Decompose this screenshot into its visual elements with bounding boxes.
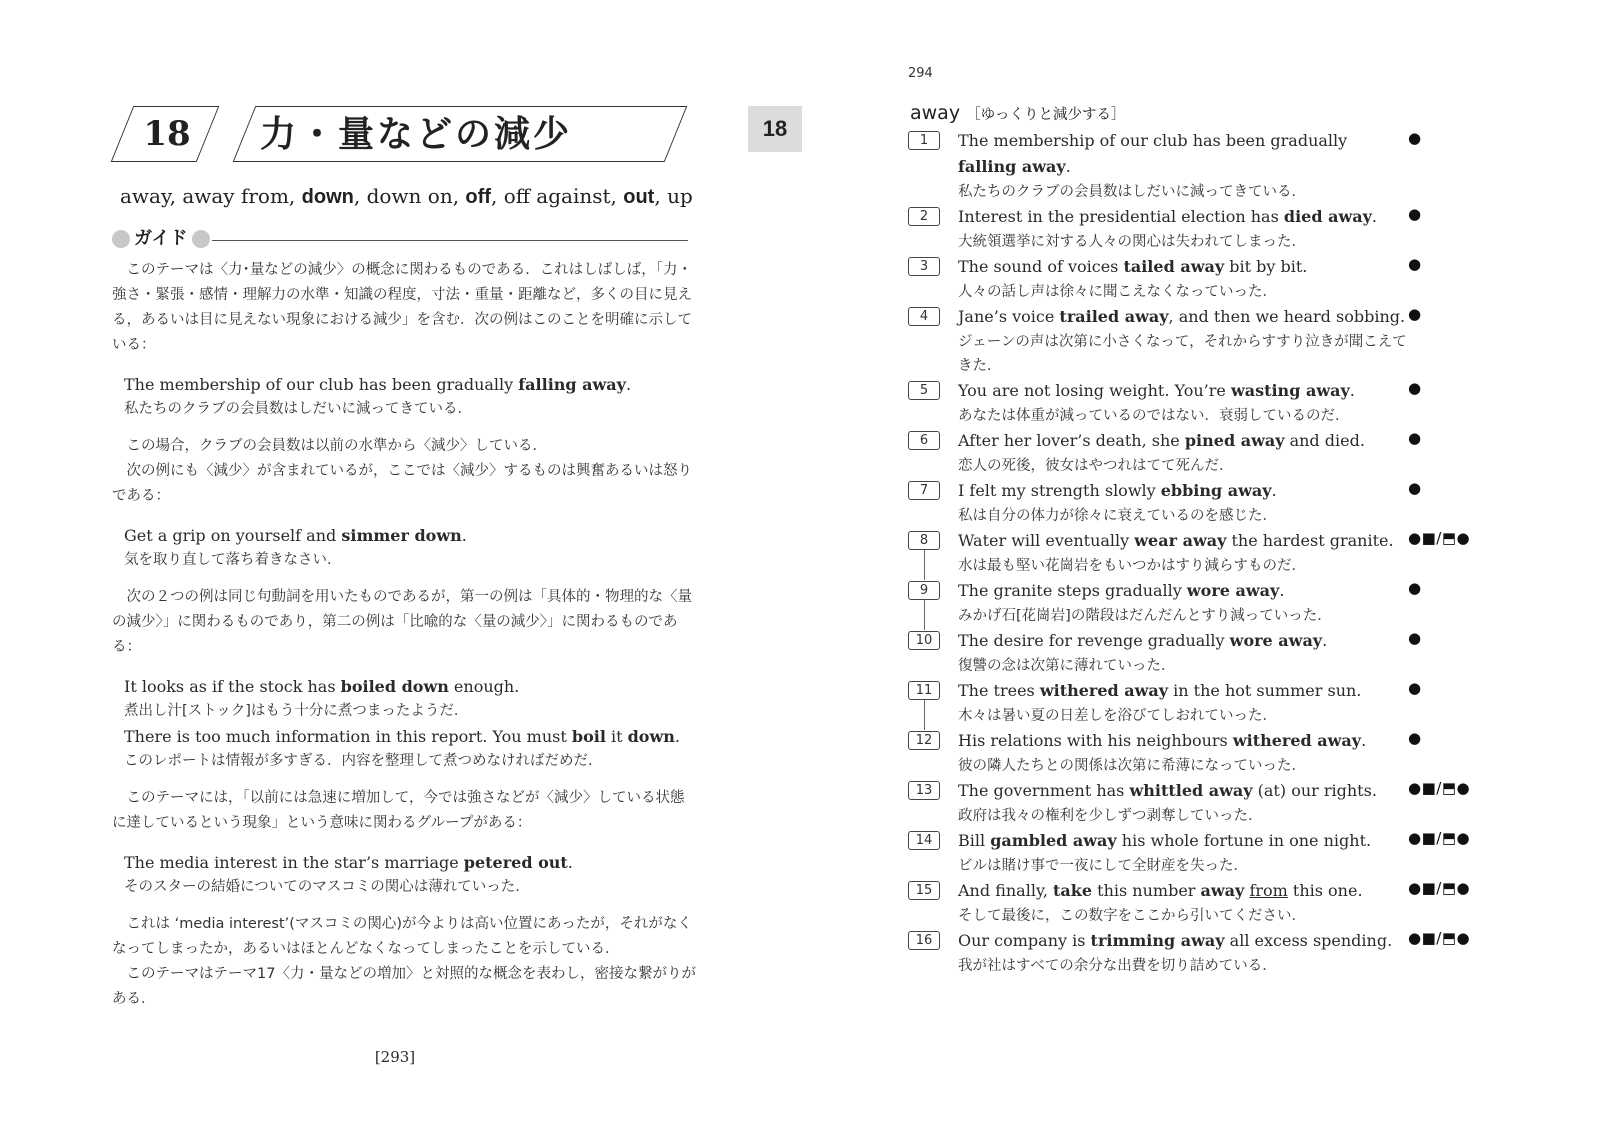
example-japanese: あなたは体重が減っているのではない．衰弱しているのだ． [958, 408, 1350, 424]
list-item [908, 528, 1508, 578]
example-number: 4 [908, 307, 940, 326]
example-japanese: 木々は暑い夏の日差しを浴びてしおれていった． [958, 708, 1277, 724]
list-item [908, 628, 1508, 678]
phrasal-verb: take [1053, 881, 1093, 900]
particle: away from [182, 184, 289, 208]
phrasal-verb: boiled down [340, 677, 449, 696]
example-english [958, 828, 1408, 854]
text: his whole fortune in one night. [1116, 831, 1372, 850]
phrasal-verb: petered out [463, 853, 568, 872]
list-item [908, 428, 1508, 478]
guide-paragraph: 次の例にも〈減少〉が含まれているが，ここでは〈減少〉するものは興奮あるいは怒りである： [112, 463, 692, 504]
particle: off against [503, 184, 611, 208]
usage-mark: ● [1408, 255, 1422, 273]
connector-line [924, 550, 925, 580]
list-item [908, 678, 1508, 728]
text: . [461, 526, 467, 545]
phrasal-verb: died away [1283, 207, 1372, 226]
text: , and then we heard sobbing. [1168, 307, 1406, 326]
example-number: 13 [908, 781, 940, 800]
text: You are not losing weight. You’re [958, 381, 1231, 400]
section-heading [910, 102, 1125, 124]
text: Jane’s voice [958, 307, 1060, 326]
guide-example [112, 850, 696, 900]
page-number: [293] [374, 1048, 416, 1066]
example-english [958, 778, 1408, 804]
text: . [1322, 631, 1328, 650]
circle-bullet-icon [192, 230, 210, 248]
phrasal-verb: whittled away [1129, 781, 1253, 800]
list-item [908, 928, 1508, 978]
example-english [958, 728, 1408, 754]
text: There is too much information in this report. You must [124, 727, 572, 746]
example-number: 2 [908, 207, 940, 226]
heading-word: away [910, 102, 961, 124]
particle: down on [366, 184, 453, 208]
usage-mark: ● [1408, 579, 1422, 597]
phrasal-verb: trailed away [1059, 307, 1169, 326]
preposition: from [1249, 881, 1288, 900]
example-number: 9 [908, 581, 940, 600]
list-item [908, 304, 1508, 378]
text: this number [1092, 881, 1201, 900]
text: Interest in the presidential election has [958, 207, 1284, 226]
usage-mark: ● [1408, 129, 1422, 147]
list-item [908, 204, 1508, 254]
phrasal-verb: pined away [1184, 431, 1285, 450]
list-item [908, 254, 1508, 304]
text: And finally, [958, 881, 1054, 900]
text: It looks as if the stock has [124, 677, 341, 696]
example-japanese: 政府は我々の権利を少しずつ剥奪していった． [958, 808, 1263, 824]
separator: , [169, 184, 183, 208]
example-english [124, 372, 696, 397]
circle-bullet-icon [112, 230, 130, 248]
example-english [124, 850, 696, 875]
chapter-tab: 18 [748, 106, 802, 152]
example-list [908, 128, 1508, 978]
phrasal-verb: away [1200, 881, 1245, 900]
guide-example [112, 523, 696, 573]
text: . [674, 727, 680, 746]
example-english [958, 428, 1408, 454]
particle: off [465, 186, 491, 208]
text: . [1349, 381, 1355, 400]
separator: , [610, 184, 624, 208]
particle: away [120, 184, 170, 208]
phrasal-verb: wore away [1229, 631, 1323, 650]
example-japanese: 人々の話し声は徐々に聞こえなくなっていった． [958, 284, 1277, 300]
example-english [958, 254, 1408, 280]
example-english [958, 678, 1408, 704]
example-japanese: 水は最も堅い花崗岩をもいつかはすり減らすものだ． [958, 558, 1306, 574]
phrasal-verb: gambled away [990, 831, 1117, 850]
example-number: 7 [908, 481, 940, 500]
particle: down [301, 186, 354, 208]
text: Our company is [958, 931, 1091, 950]
text: this one. [1287, 881, 1363, 900]
guide-example [112, 372, 696, 422]
guide-paragraph: このテーマには，「以前には急速に増加して，今では強さなどが〈減少〉している状態に達しているという現象」という意味に関わるグループがある： [112, 790, 685, 831]
example-english [958, 304, 1408, 330]
text: in the hot summer sun. [1168, 681, 1362, 700]
connector-line [924, 600, 925, 630]
example-japanese: みかげ石[花崗岩]の階段はだんだんとすり減っていった． [958, 608, 1332, 624]
phrasal-verb: falling away [958, 157, 1066, 176]
example-english [958, 478, 1408, 504]
phrasal-verb: withered away [1039, 681, 1169, 700]
guide-body [112, 258, 696, 1021]
guide-label: ガイド [134, 228, 188, 249]
text: The trees [958, 681, 1040, 700]
phrasal-verb: tailed away [1123, 257, 1225, 276]
list-item [908, 478, 1508, 528]
example-english [958, 528, 1408, 554]
particle-list [120, 184, 693, 209]
separator: , [654, 184, 668, 208]
text: . [1065, 157, 1071, 176]
example-japanese: 彼の隣人たちとの関係は次第に希薄になっていった． [958, 758, 1306, 774]
guide-paragraph: 次の２つの例は同じ句動詞を用いたものであるが，第一の例は「具体的・物理的な〈量の減少〉」に関わるものであり，第二の例は「比喩的な〈量の減少〉」に関わるものである： [112, 589, 692, 655]
text: the hardest granite. [1226, 531, 1394, 550]
separator: , [353, 184, 367, 208]
example-number: 14 [908, 831, 940, 850]
example-number: 10 [908, 631, 940, 650]
text: The sound of voices [958, 257, 1124, 276]
example-japanese: そして最後に，この数字をここから引いてください． [958, 908, 1306, 924]
usage-mark: ●■/⬒● [1408, 529, 1471, 547]
text: After her lover’s death, she [958, 431, 1185, 450]
text: I felt my strength slowly [958, 481, 1161, 500]
example-number: 16 [908, 931, 940, 950]
heading-gloss: ［ゆっくりと減少する］ [966, 107, 1126, 123]
phrasal-verb: boil [571, 727, 606, 746]
left-page [0, 0, 790, 1135]
text: Water will eventually [958, 531, 1135, 550]
example-number: 1 [908, 131, 940, 150]
example-english [124, 724, 696, 749]
text: The membership of our club has been gradually [124, 375, 519, 394]
guide-paragraph: これは ‘media interest’(マスコミの関心)が今よりは高い位置にあったが，それがなくなってしまったか，あるいはほとんどなくなってしまったことを示している． [112, 916, 692, 957]
page-number: 294 [908, 66, 933, 81]
text: Get a grip on yourself and [124, 526, 342, 545]
guide-paragraph: この場合，クラブの会員数は以前の水準から〈減少〉している． [112, 438, 547, 454]
example-japanese: 大統領選挙に対する人々の関心は失われてしまった． [958, 234, 1306, 250]
guide-header [108, 224, 698, 250]
text: Bill [958, 831, 991, 850]
example-japanese: 私たちのクラブの会員数はしだいに減ってきている． [958, 184, 1306, 200]
usage-mark: ● [1408, 479, 1422, 497]
usage-mark: ●■/⬒● [1408, 929, 1471, 947]
example-japanese: このレポートは情報が多すぎる．内容を整理して煮つめなければだめだ． [124, 753, 603, 769]
usage-mark: ●■/⬒● [1408, 879, 1471, 897]
text: it [605, 727, 628, 746]
example-japanese: ジェーンの声は次第に小さくなって，それからすすり泣きが聞こえてきた． [958, 334, 1407, 374]
phrasal-verb: falling away [518, 375, 626, 394]
example-japanese: 私は自分の体力が徐々に衰えているのを感じた． [958, 508, 1277, 524]
usage-mark: ● [1408, 429, 1422, 447]
example-number: 3 [908, 257, 940, 276]
example-japanese: 復讐の念は次第に薄れていった． [958, 658, 1176, 674]
example-english [958, 378, 1408, 404]
usage-mark: ● [1408, 305, 1422, 323]
example-number: 6 [908, 431, 940, 450]
text: The desire for revenge gradually [958, 631, 1230, 650]
text: . [1279, 581, 1285, 600]
phrasal-verb: wasting away [1230, 381, 1350, 400]
phrasal-verb: down [627, 727, 675, 746]
list-item [908, 578, 1508, 628]
example-japanese: 私たちのクラブの会員数はしだいに減ってきている． [124, 401, 472, 417]
example-japanese: 恋人の死後，彼女はやつれはてて死んだ． [958, 458, 1234, 474]
text: . [567, 853, 573, 872]
example-number: 12 [908, 731, 940, 750]
text: bit by bit. [1224, 257, 1308, 276]
chapter-number: 18 [143, 114, 191, 154]
separator: , [452, 184, 466, 208]
usage-mark: ● [1408, 729, 1422, 747]
example-english [958, 128, 1408, 180]
usage-mark: ● [1408, 629, 1422, 647]
list-item [908, 728, 1508, 778]
example-english [958, 628, 1408, 654]
guide-example [112, 674, 696, 774]
text: and died. [1284, 431, 1365, 450]
example-japanese: 気を取り直して落ち着きなさい． [124, 552, 342, 568]
guide-paragraph: このテーマは〈力･量などの減少〉の概念に関わるものである．これはしばしば，「力・強さ・緊張・感情・理解力の水準・知識の程度，寸法・重量・距離など，多くの目に見える，あるいは目に見えない現象における減少」を含む．次の例はこのことを明確に示している： [112, 262, 692, 353]
phrasal-verb: ebbing away [1160, 481, 1272, 500]
text: The granite steps gradually [958, 581, 1187, 600]
connector-line [924, 700, 925, 730]
phrasal-verb: wore away [1186, 581, 1280, 600]
text: all excess spending. [1224, 931, 1393, 950]
usage-mark: ● [1408, 379, 1422, 397]
chapter-title: 力・量などの減少 [260, 113, 573, 155]
phrasal-verb: withered away [1232, 731, 1362, 750]
example-japanese: 我が社はすべての余分な出費を切り詰めている． [958, 958, 1277, 974]
example-japanese: そのスターの結婚についてのマスコミの関心は薄れていった． [124, 879, 530, 895]
text: (at) our rights. [1252, 781, 1377, 800]
usage-mark: ● [1408, 205, 1422, 223]
separator: , [490, 184, 504, 208]
guide-paragraph: このテーマはテーマ17〈力・量などの増加〉と対照的な概念を表わし，密接な繋がりがある． [112, 966, 696, 1007]
example-english [958, 878, 1408, 904]
usage-mark: ●■/⬒● [1408, 779, 1471, 797]
list-item [908, 828, 1508, 878]
particle: out [623, 186, 655, 208]
example-number: 8 [908, 531, 940, 550]
usage-mark: ●■/⬒● [1408, 829, 1471, 847]
example-japanese: ビルは賭け事で一夜にして全財産を失った． [958, 858, 1248, 874]
example-english [958, 578, 1408, 604]
separator: , [288, 184, 302, 208]
text: . [625, 375, 632, 394]
phrasal-verb: trimming away [1090, 931, 1225, 950]
text: The membership of our club has been gradually [958, 131, 1348, 150]
example-english [958, 204, 1408, 230]
particle: up [667, 184, 693, 208]
text: . [1361, 731, 1367, 750]
example-english [124, 674, 696, 699]
example-english [958, 928, 1408, 954]
example-japanese: 煮出し汁[ストック]はもう十分に煮つまったようだ． [124, 703, 469, 719]
divider [212, 240, 688, 241]
text: . [1371, 207, 1377, 226]
example-number: 15 [908, 881, 940, 900]
text: enough. [448, 677, 520, 696]
text: . [1271, 481, 1277, 500]
example-number: 11 [908, 681, 940, 700]
phrasal-verb: wear away [1134, 531, 1227, 550]
list-item [908, 378, 1508, 428]
phrasal-verb: simmer down [341, 526, 462, 545]
list-item [908, 778, 1508, 828]
list-item [908, 128, 1508, 204]
text: The media interest in the star’s marriage [124, 853, 464, 872]
example-english [124, 523, 696, 548]
example-number: 5 [908, 381, 940, 400]
usage-mark: ● [1408, 679, 1422, 697]
text: His relations with his neighbours [958, 731, 1233, 750]
list-item [908, 878, 1508, 928]
text: The government has [958, 781, 1130, 800]
